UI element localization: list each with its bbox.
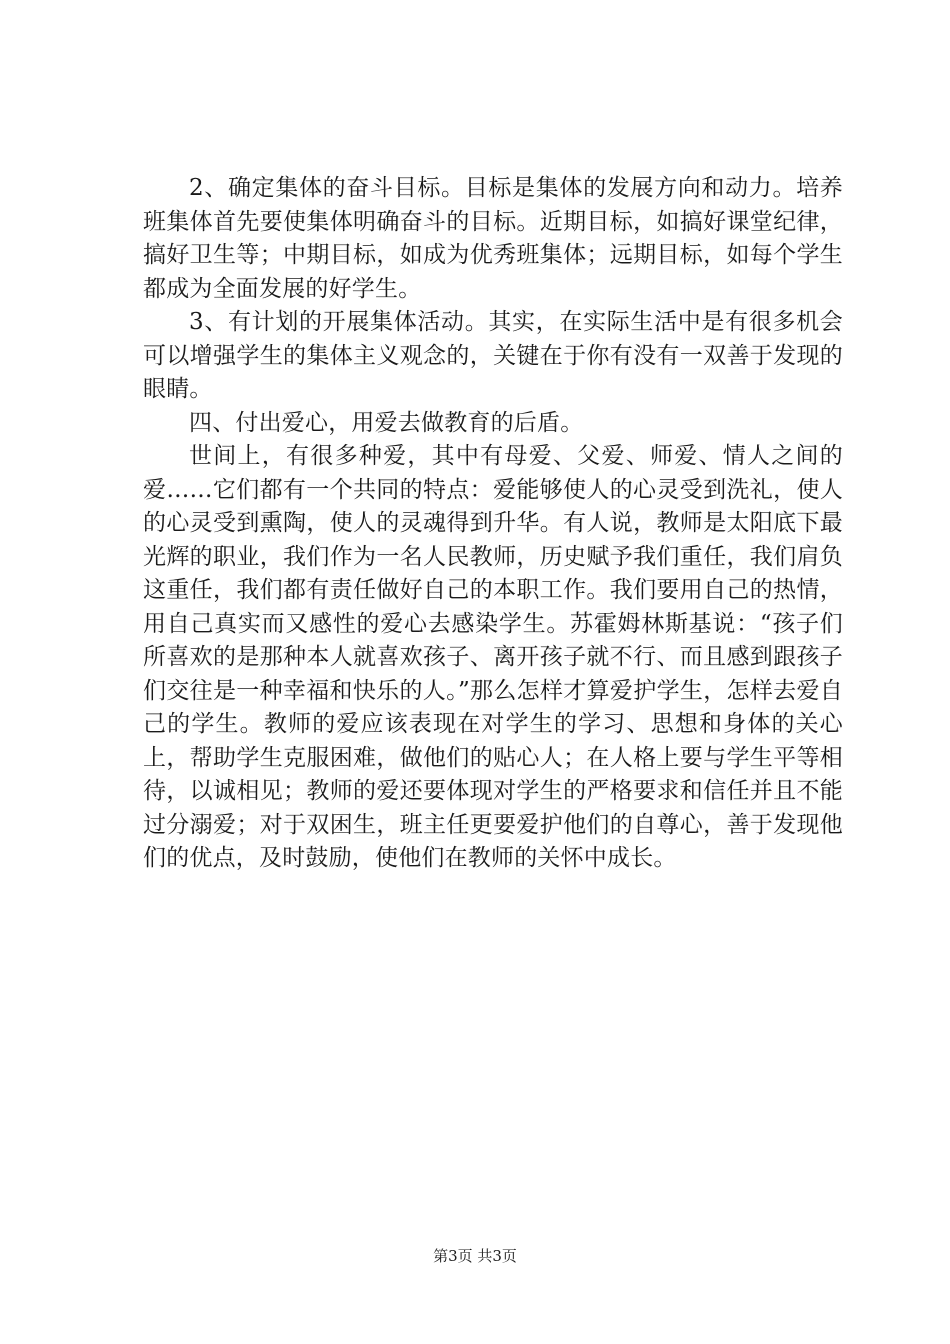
paragraph-teacher-love: 世间上，有很多种爱，其中有母爱、父爱、师爱、情人之间的爱……它们都有一个共同的特点：爱能够使人的心灵受到洗礼，使人的心灵受到熏陶，使人的灵魂得到升华。有人说，教师是太阳底下最光辉的职业，我们作为一名人民教师，历史赋予我们重任，我们肩负这重任，我们都有责任做好自己的本职工作。我们要用自己的热情，用自己真实而又感性的爱心去感染学生。苏霍姆林斯基说：“孩子们所喜欢的是那种本人就喜欢孩子、离开孩子就不行、而且感到跟孩子们交往是一种幸福和快乐的人。”那么怎样才算爱护学生，怎样去爱自己的学生。教师的爱应该表现在对学生的学习、思想和身体的关心上，帮助学生克服困难，做他们的贴心人；在人格上要与学生平等相待，以诚相见；教师的爱还要体现对学生的严格要求和信任并且不能过分溺爱；对于双困生，班主任更要爱护他们的自尊心，善于发现他们的优点，及时鼓励，使他们在教师的关怀中成长。 xyxy=(143,443,843,871)
section-heading-love: 四、付出爱心，用爱去做教育的后盾。 xyxy=(189,409,584,436)
paragraph-collective-goal: 2、确定集体的奋斗目标。目标是集体的发展方向和动力。培养班集体首先要使集体明确奋斗的目标。近期目标，如搞好课堂纪律，搞好卫生等；中期目标，如成为优秀班集体；远期目标，如每个学生都成为全面发展的好学生。 xyxy=(143,175,843,302)
paragraph-collective-activities: 3、有计划的开展集体活动。其实，在实际生活中是有很多机会可以增强学生的集体主义观念的，关键在于你有没有一双善于发现的眼睛。 xyxy=(143,309,843,402)
document-body xyxy=(143,172,843,876)
page-footer: 第3页 共3页 xyxy=(433,1247,517,1265)
